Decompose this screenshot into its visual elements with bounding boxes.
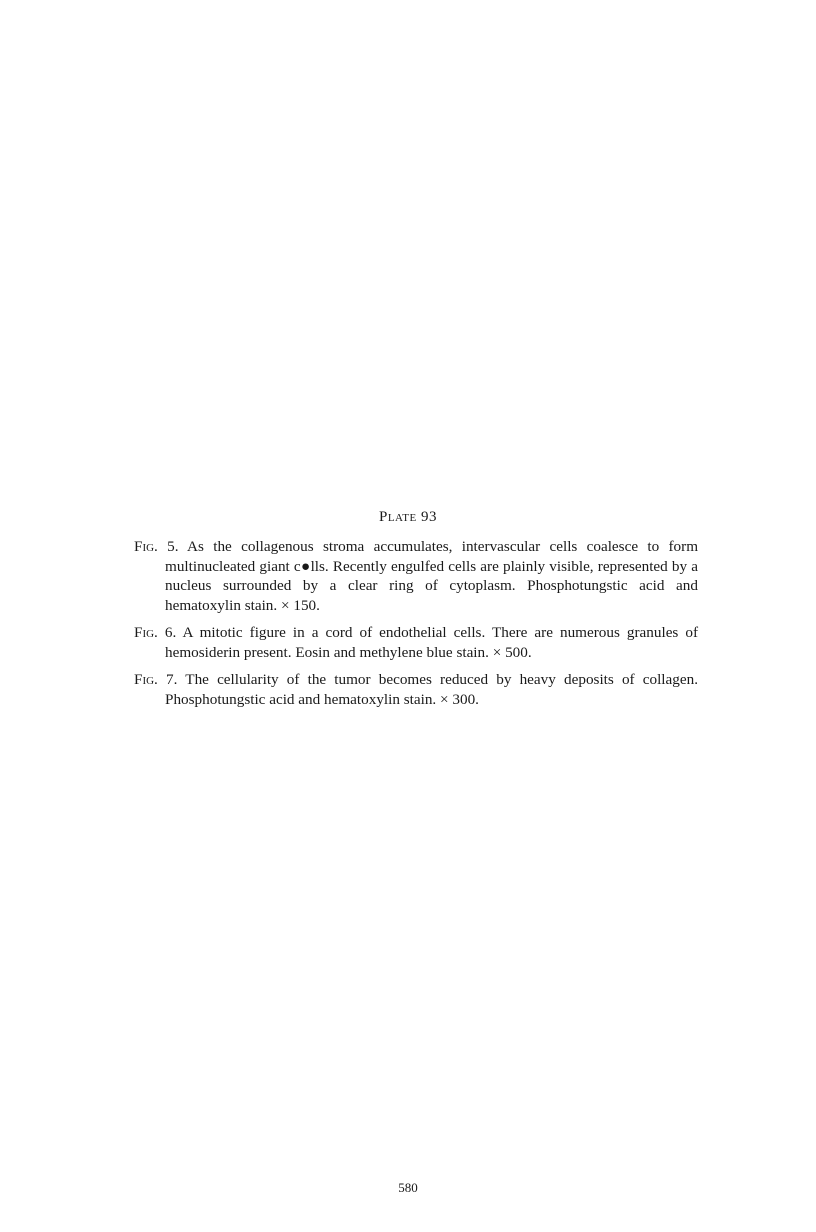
figure-label: Fig. 6.	[134, 624, 177, 641]
figure-caption-6	[134, 623, 698, 662]
figure-label: Fig. 5.	[134, 538, 179, 555]
plate-title: Plate 93	[379, 509, 437, 525]
figure-caption-text: The cellularity of the tumor becomes reduced by heavy deposits of collagen. Phosphotungstic acid and hematoxylin stain. × 300.	[165, 671, 698, 708]
figure-captions	[134, 537, 698, 717]
figure-caption-5	[134, 537, 698, 615]
figure-caption-text: As the collagenous stroma accumulates, intervascular cells coalesce to form multinucleated giant c●lls. Recently engulfed cells are plainly visible, represented by a nucleus surrounded by a clear ring of cytoplasm. Phosphotungstic acid and hematoxylin stain. × 150.	[165, 538, 699, 614]
figure-caption-text: A mitotic figure in a cord of endothelial cells. There are numerous granules of hemosiderin present. Eosin and methylene blue stain. × 500.	[165, 624, 699, 661]
figure-label: Fig. 7.	[134, 671, 178, 688]
page-number: 580	[398, 1180, 418, 1195]
figure-caption-7	[134, 670, 698, 709]
